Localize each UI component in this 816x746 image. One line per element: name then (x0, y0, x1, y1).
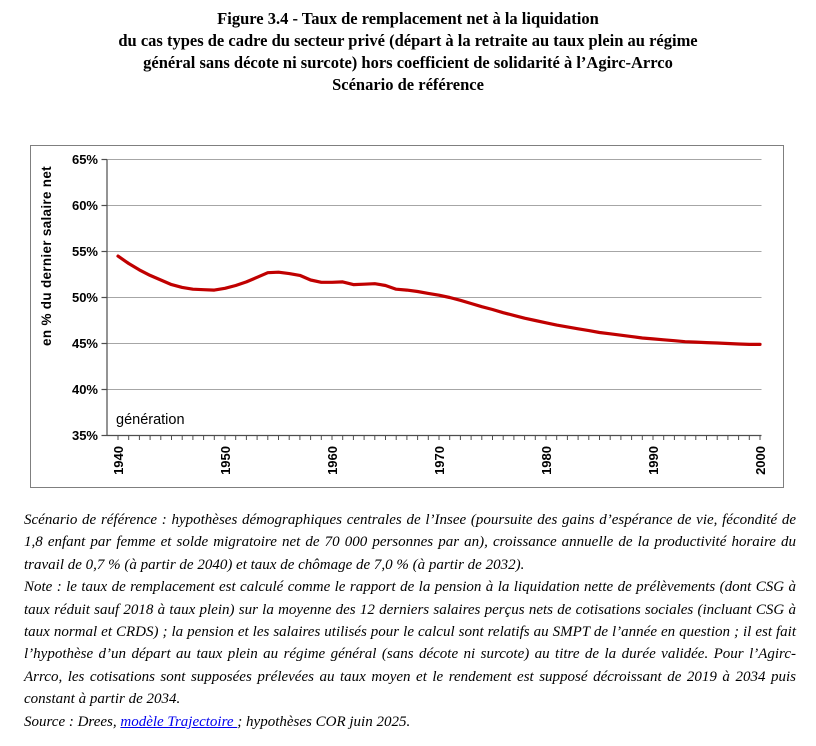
y-tick-label: 45% (71, 336, 98, 352)
x-tick-label: 1970 (432, 446, 447, 475)
y-tick-label: 50% (71, 290, 98, 306)
notes-section (24, 509, 796, 733)
x-tick-label: 2000 (753, 446, 768, 475)
chart-figure (30, 145, 784, 488)
source-link[interactable]: modèle Trajectoire (120, 713, 238, 730)
figure-title (0, 8, 816, 96)
scenario-note: Scénario de référence : hypothèses démographiques centrales de l’Insee (poursuite des gains d’espérance de vie, fécondité de 1,8 enfant par femme et solde migratoire net de 70 000 personnes par an), croissance annuelle de la productivité horaire du travail de 0,7 % (à partir de 2040) et taux de chômage de 7,0 % (à partir de 2032). (24, 512, 796, 573)
y-tick-label: 40% (71, 382, 98, 398)
y-tick-label: 55% (71, 244, 98, 260)
source-prefix: Source : Drees, (24, 713, 121, 730)
series-line (118, 256, 760, 344)
x-tick-label: 1950 (218, 446, 233, 475)
y-tick-label: 65% (71, 152, 98, 168)
y-tick-label: 60% (71, 198, 98, 214)
source-line (24, 711, 796, 733)
y-axis-title: en % du dernier salaire net (39, 166, 54, 346)
x-tick-label: 1980 (539, 446, 554, 475)
methodology-note: Note : le taux de remplacement est calculé comme le rapport de la pension à la liquidation nette de prélèvements (dont CSG à taux réduit sauf 2018 à taux plein) sur la moyenne des 12 derniers salaires perçus nets de cotisations sociales (incluant CSG à taux normal et CRDS) ; la pension et les salaires utilisés pour le calcul sont relatifs au SMPT de l’année en question ; il est fait l’hypothèse d’un départ au taux plein au régime général (sans décote ni surcote) au titre de la durée validée. Pour l’Agirc-Arrco, les cotisations sont supposées prélevées au taux moyen et le rendement est supposé décroissant de 2019 à 2034 puis constant à partir de 2034. (24, 579, 796, 708)
x-tick-label: 1940 (111, 446, 126, 475)
figure-title-line-4: Scénario de référence (332, 75, 484, 94)
chart-canvas (31, 146, 781, 485)
figure-title-line-1: Figure 3.4 - Taux de remplacement net à la liquidation (217, 9, 599, 28)
y-tick-label: 35% (71, 428, 98, 444)
x-tick-label: 1990 (646, 446, 661, 475)
x-axis-title: génération (116, 412, 185, 428)
figure-title-line-2: du cas types de cadre du secteur privé (départ à la retraite au taux plein au régime (118, 31, 698, 50)
source-suffix: ; hypothèses COR juin 2025. (237, 713, 411, 730)
figure-title-line-3: général sans décote ni surcote) hors coefficient de solidarité à l’Agirc-Arrco (143, 53, 673, 72)
x-tick-label: 1960 (325, 446, 340, 475)
